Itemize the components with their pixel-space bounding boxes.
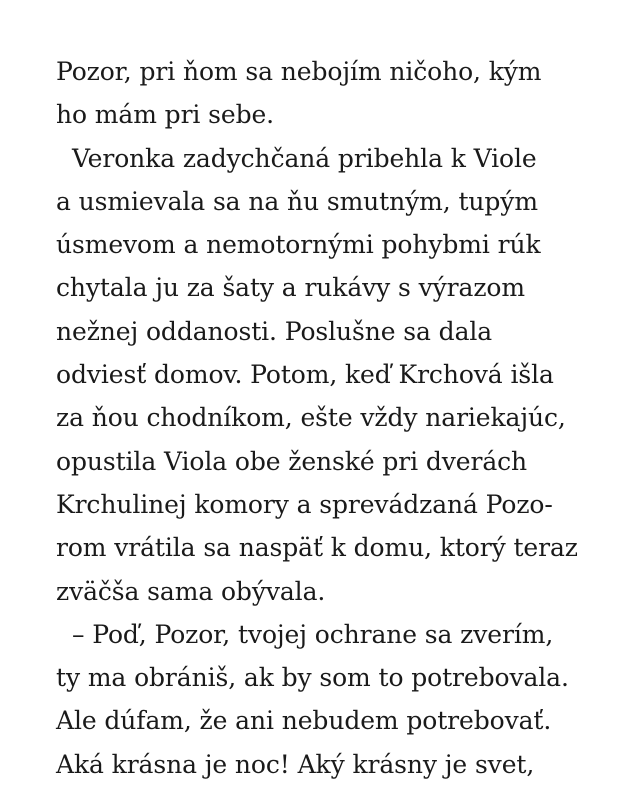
text-line: za ňou chodníkom, ešte vždy nariekajúc, <box>56 403 566 433</box>
text-line: a usmievala sa na ňu smutným, tupým <box>56 186 538 216</box>
text-line: úsmevom a nemotornými pohybmi rúk <box>56 230 541 260</box>
text-line: ho mám pri sebe. <box>56 100 275 130</box>
text-line: opustila Viola obe ženské pri dverách <box>56 446 528 476</box>
text-line: Krchulinej komory a sprevádzaná Pozo- <box>56 489 553 519</box>
text-line: chytala ju za šaty a rukávy s výrazom <box>56 273 525 303</box>
text-line: Aká krásna je noc! Aký krásny je svet, <box>56 749 535 779</box>
text-line: Veronka zadychčaná pribehla k Viole <box>72 143 537 173</box>
text-line: zväčša sama obývala. <box>56 576 326 606</box>
text-line: Pozor, pri ňom sa nebojím ničoho, kým <box>56 57 542 86</box>
text-line: rom vrátila sa naspäť k domu, ktorý teraz <box>56 533 578 563</box>
text-line: – Poď, Pozor, tvojej ochrane sa zverím, <box>72 619 554 649</box>
text-line: odviesť domov. Potom, keď Krchová išla <box>56 360 554 390</box>
text-line: nežnej oddanosti. Poslušne sa dala <box>56 316 493 346</box>
page-text <box>56 50 616 786</box>
text-line: ty ma obrániš, ak by som to potrebovala. <box>56 663 569 693</box>
text-line: Ale dúfam, že ani nebudem potrebovať. <box>56 706 552 736</box>
